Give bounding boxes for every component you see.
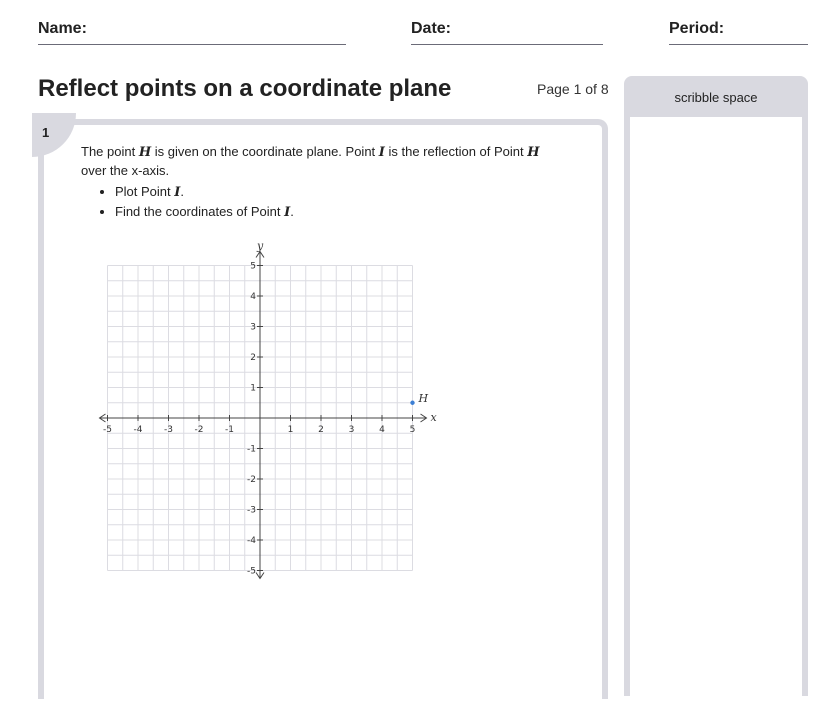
x-tick-label: 5 <box>409 425 416 435</box>
x-axis-label: x <box>430 411 437 424</box>
point-h-label: H <box>418 391 429 405</box>
question-line-1: The point H is given on the coordinate plane. Point I is the reflection of Point H <box>81 144 540 160</box>
y-tick-label: -3 <box>247 505 256 516</box>
y-tick-label: 2 <box>250 353 256 363</box>
name-line[interactable] <box>38 44 346 45</box>
period-label: Period: <box>669 20 725 37</box>
x-tick-label: 4 <box>379 425 385 435</box>
axes <box>100 252 427 579</box>
scribble-label: scribble space <box>674 90 758 105</box>
point-i-symbol: I <box>174 185 181 200</box>
point-h-symbol: H <box>138 145 152 160</box>
x-tick-label: -5 <box>103 425 112 435</box>
y-tick-label: 4 <box>250 292 256 302</box>
tick-labels <box>103 262 415 577</box>
y-tick-label: -5 <box>247 566 256 577</box>
y-tick-label: 5 <box>250 261 256 272</box>
x-tick-label: -2 <box>194 425 204 435</box>
question-number: 1 <box>42 125 50 140</box>
task-item: • Plot Point I. <box>115 182 581 202</box>
y-axis-label: y <box>257 239 264 253</box>
y-tick-label: -1 <box>247 444 256 455</box>
name-label: Name: <box>38 20 87 37</box>
point-i-symbol: I <box>378 145 385 160</box>
x-tick-label: 3 <box>348 425 355 435</box>
x-tick-label: 1 <box>287 425 294 435</box>
x-tick-label: -4 <box>133 425 143 435</box>
y-tick-label: 1 <box>250 383 256 394</box>
point-h-symbol: H <box>527 145 540 160</box>
coordinate-plane[interactable] <box>90 240 450 585</box>
x-tick-label: 2 <box>318 425 324 435</box>
y-tick-label: 3 <box>250 322 256 333</box>
x-tick-label: -3 <box>164 425 173 435</box>
period-line[interactable] <box>669 44 808 45</box>
x-tick-label: -1 <box>225 425 234 435</box>
page-title: Reflect points on a coordinate plane <box>38 75 452 102</box>
task-list <box>81 182 581 222</box>
scribble-panel <box>624 76 808 696</box>
y-tick-label: -2 <box>247 475 256 485</box>
point-h-marker[interactable] <box>410 401 414 405</box>
task-item: • Find the coordinates of Point I. <box>115 202 581 222</box>
scribble-area[interactable] <box>630 117 802 717</box>
y-tick-label: -4 <box>247 536 256 546</box>
question-text <box>81 143 581 222</box>
question-line-2: over the x-axis. <box>81 163 170 178</box>
date-line[interactable] <box>411 44 603 45</box>
page-indicator: Page 1 of 8 <box>537 81 609 97</box>
point-i-symbol: I <box>284 205 291 220</box>
date-label: Date: <box>411 20 452 37</box>
